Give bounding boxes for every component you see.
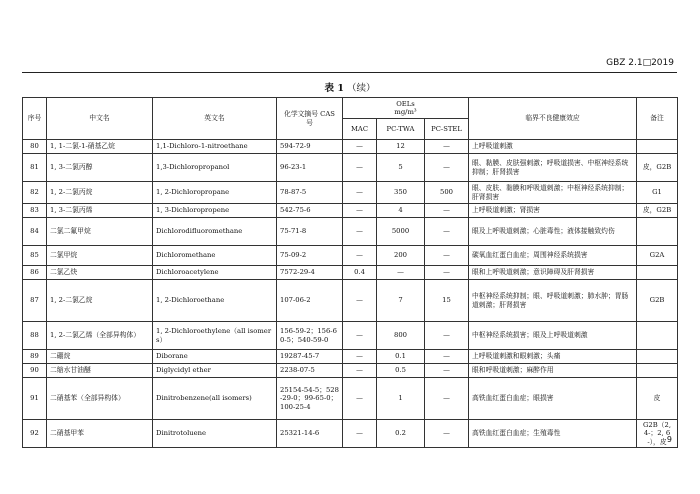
cell-en-name: Diglycidyl ether	[153, 364, 277, 378]
cell-mac: —	[343, 322, 377, 350]
cell-pc-twa: 5	[377, 154, 425, 182]
cell-effect: 眼、皮肤、黏膜和呼吸道刺激；中枢神经系统抑制；肝肾损害	[469, 182, 637, 204]
cell-cas: 25154-54-5；528-29-0；99-65-0；100-25-4	[277, 378, 343, 420]
header-no: 序号	[23, 98, 47, 140]
cell-note: 皮，G2B	[637, 154, 678, 182]
header-oels-unit: mg/m³	[394, 108, 417, 116]
cell-mac: 0.4	[343, 266, 377, 280]
cell-no: 82	[23, 182, 47, 204]
cell-note: G2B（2, 4-；2, 6-），皮	[637, 420, 678, 448]
header-effect: 临界不良健康效应	[469, 98, 637, 140]
cell-mac: —	[343, 378, 377, 420]
cell-cas: 2238-07-5	[277, 364, 343, 378]
cell-effect: 中枢神经系统抑制；眼、呼吸道刺激；肺水肿；胃肠道刺激；肝肾损害	[469, 280, 637, 322]
cell-cn-name: 二缩水甘油醚	[47, 364, 153, 378]
header-note: 备注	[637, 98, 678, 140]
cell-note	[637, 218, 678, 246]
cell-cas: 25321-14-6	[277, 420, 343, 448]
cell-effect: 上呼吸道刺激；肾损害	[469, 204, 637, 218]
cell-cas: 7572-29-4	[277, 266, 343, 280]
cell-cas: 75-09-2	[277, 246, 343, 266]
cell-mac: —	[343, 140, 377, 154]
cell-note	[637, 364, 678, 378]
cell-pc-stel: —	[425, 322, 469, 350]
standard-code: GBZ 2.1□2019	[606, 58, 674, 68]
cell-note	[637, 266, 678, 280]
header-cas: 化学文摘号 CAS 号	[277, 98, 343, 140]
cell-no: 91	[23, 378, 47, 420]
cell-pc-stel: —	[425, 140, 469, 154]
cell-no: 88	[23, 322, 47, 350]
cell-en-name: Dinitrotoluene	[153, 420, 277, 448]
table-row	[23, 350, 678, 364]
cell-en-name: 1, 2-Dichloroethane	[153, 280, 277, 322]
cell-pc-stel: —	[425, 204, 469, 218]
cell-note	[637, 322, 678, 350]
cell-effect: 眼和呼吸道刺激；麻醉作用	[469, 364, 637, 378]
cell-en-name: 1, 2-Dichloropropane	[153, 182, 277, 204]
cell-pc-stel: —	[425, 266, 469, 280]
cell-mac: —	[343, 246, 377, 266]
table-row	[23, 154, 678, 182]
table-caption-continued: （续）	[346, 83, 376, 94]
cell-note: G1	[637, 182, 678, 204]
cell-cas: 594-72-9	[277, 140, 343, 154]
cell-cn-name: 二硝基甲苯	[47, 420, 153, 448]
cell-no: 85	[23, 246, 47, 266]
cell-pc-stel: —	[425, 378, 469, 420]
cell-pc-stel: 15	[425, 280, 469, 322]
cell-note: 皮，G2B	[637, 204, 678, 218]
cell-effect: 上呼吸道刺激和眼刺激；头痛	[469, 350, 637, 364]
table-row	[23, 280, 678, 322]
header-rule	[22, 72, 677, 73]
cell-cn-name: 1, 3-二氯丙烯	[47, 204, 153, 218]
cell-pc-twa: 0.1	[377, 350, 425, 364]
cell-pc-stel: —	[425, 218, 469, 246]
header-pc-twa: PC-TWA	[377, 119, 425, 140]
cell-pc-twa: 0.5	[377, 364, 425, 378]
header-cn-name: 中文名	[47, 98, 153, 140]
cell-effect: 眼、黏膜、皮肤强刺激；呼吸道损害、中枢神经系统抑制；肝肾损害	[469, 154, 637, 182]
header-en-name: 英文名	[153, 98, 277, 140]
table-row	[23, 420, 678, 448]
cell-en-name: 1,3-Dichloropropanol	[153, 154, 277, 182]
cell-en-name: Diborane	[153, 350, 277, 364]
cell-no: 87	[23, 280, 47, 322]
cell-pc-stel: —	[425, 364, 469, 378]
table-row	[23, 218, 678, 246]
cell-note	[637, 350, 678, 364]
cell-cn-name: 二氯甲烷	[47, 246, 153, 266]
cell-cn-name: 1, 3-二氯丙醇	[47, 154, 153, 182]
cell-pc-stel: —	[425, 420, 469, 448]
cell-pc-twa: 200	[377, 246, 425, 266]
cell-pc-twa: 5000	[377, 218, 425, 246]
cell-mac: —	[343, 280, 377, 322]
cell-cn-name: 二硼烷	[47, 350, 153, 364]
cell-pc-stel: —	[425, 154, 469, 182]
cell-effect: 高铁血红蛋白血症；生殖毒性	[469, 420, 637, 448]
cell-pc-stel: —	[425, 246, 469, 266]
table-caption-title: 表 1	[324, 83, 344, 94]
table-row	[23, 364, 678, 378]
cell-cas: 542-75-6	[277, 204, 343, 218]
cell-cas: 78-87-5	[277, 182, 343, 204]
header-oels-label: OELs	[396, 99, 415, 108]
cell-en-name: Dichlorodifluoromethane	[153, 218, 277, 246]
cell-note: 皮	[637, 378, 678, 420]
cell-pc-twa: 12	[377, 140, 425, 154]
cell-no: 86	[23, 266, 47, 280]
cell-cn-name: 1, 2-二氯丙烷	[47, 182, 153, 204]
cell-cas: 156-59-2；156-60-5；540-59-0	[277, 322, 343, 350]
table-caption	[0, 80, 700, 94]
cell-cas: 19287-45-7	[277, 350, 343, 364]
table-row	[23, 140, 678, 154]
header-oels	[343, 98, 469, 119]
cell-cn-name: 二氯二氟甲烷	[47, 218, 153, 246]
cell-pc-stel: 500	[425, 182, 469, 204]
cell-cn-name: 二硝基苯（全部异构体）	[47, 378, 153, 420]
cell-pc-twa: 350	[377, 182, 425, 204]
header-mac: MAC	[343, 119, 377, 140]
table-row	[23, 204, 678, 218]
page-number: 9	[666, 435, 672, 444]
cell-effect: 上呼吸道刺激	[469, 140, 637, 154]
cell-no: 89	[23, 350, 47, 364]
cell-note: G2B	[637, 280, 678, 322]
cell-mac: —	[343, 204, 377, 218]
cell-note	[637, 140, 678, 154]
cell-mac: —	[343, 218, 377, 246]
cell-mac: —	[343, 364, 377, 378]
cell-effect: 中枢神经系统损害；眼及上呼吸道刺激	[469, 322, 637, 350]
cell-no: 90	[23, 364, 47, 378]
cell-effect: 眼及上呼吸道刺激；心脏毒性；液体接触致灼伤	[469, 218, 637, 246]
table-row	[23, 378, 678, 420]
cell-cn-name: 1, 2-二氯乙烯（全部异构体）	[47, 322, 153, 350]
cell-mac: —	[343, 420, 377, 448]
cell-en-name: Dichloroacetylene	[153, 266, 277, 280]
cell-pc-stel: —	[425, 350, 469, 364]
cell-pc-twa: 800	[377, 322, 425, 350]
cell-en-name: 1, 2-Dichloroethylene（all isomers）	[153, 322, 277, 350]
cell-no: 83	[23, 204, 47, 218]
header-pc-stel: PC-STEL	[425, 119, 469, 140]
cell-pc-twa: —	[377, 266, 425, 280]
cell-no: 92	[23, 420, 47, 448]
cell-en-name: Dichloromethane	[153, 246, 277, 266]
cell-cn-name: 二氯乙炔	[47, 266, 153, 280]
cell-no: 84	[23, 218, 47, 246]
oel-table-body	[23, 140, 678, 448]
cell-mac: —	[343, 350, 377, 364]
cell-effect: 眼和上呼吸道刺激；意识障碍及肝肾损害	[469, 266, 637, 280]
oel-table	[22, 97, 678, 448]
cell-no: 80	[23, 140, 47, 154]
table-row	[23, 182, 678, 204]
cell-mac: —	[343, 182, 377, 204]
cell-cas: 75-71-8	[277, 218, 343, 246]
cell-cn-name: 1, 2-二氯乙烷	[47, 280, 153, 322]
table-row	[23, 266, 678, 280]
cell-en-name: 1, 3-Dichloropropene	[153, 204, 277, 218]
cell-en-name: 1,1-Dichloro-1-nitroethane	[153, 140, 277, 154]
cell-en-name: Dinitrobenzene(all isomers)	[153, 378, 277, 420]
cell-note: G2A	[637, 246, 678, 266]
cell-pc-twa: 1	[377, 378, 425, 420]
cell-pc-twa: 4	[377, 204, 425, 218]
cell-effect: 碳氧血红蛋白血症；周围神经系统损害	[469, 246, 637, 266]
cell-effect: 高铁血红蛋白血症；眼损害	[469, 378, 637, 420]
cell-cas: 107-06-2	[277, 280, 343, 322]
cell-cn-name: 1, 1-二氯-1-硝基乙烷	[47, 140, 153, 154]
cell-cas: 96-23-1	[277, 154, 343, 182]
cell-pc-twa: 0.2	[377, 420, 425, 448]
cell-no: 81	[23, 154, 47, 182]
table-row	[23, 246, 678, 266]
cell-mac: —	[343, 154, 377, 182]
cell-pc-twa: 7	[377, 280, 425, 322]
table-row	[23, 322, 678, 350]
